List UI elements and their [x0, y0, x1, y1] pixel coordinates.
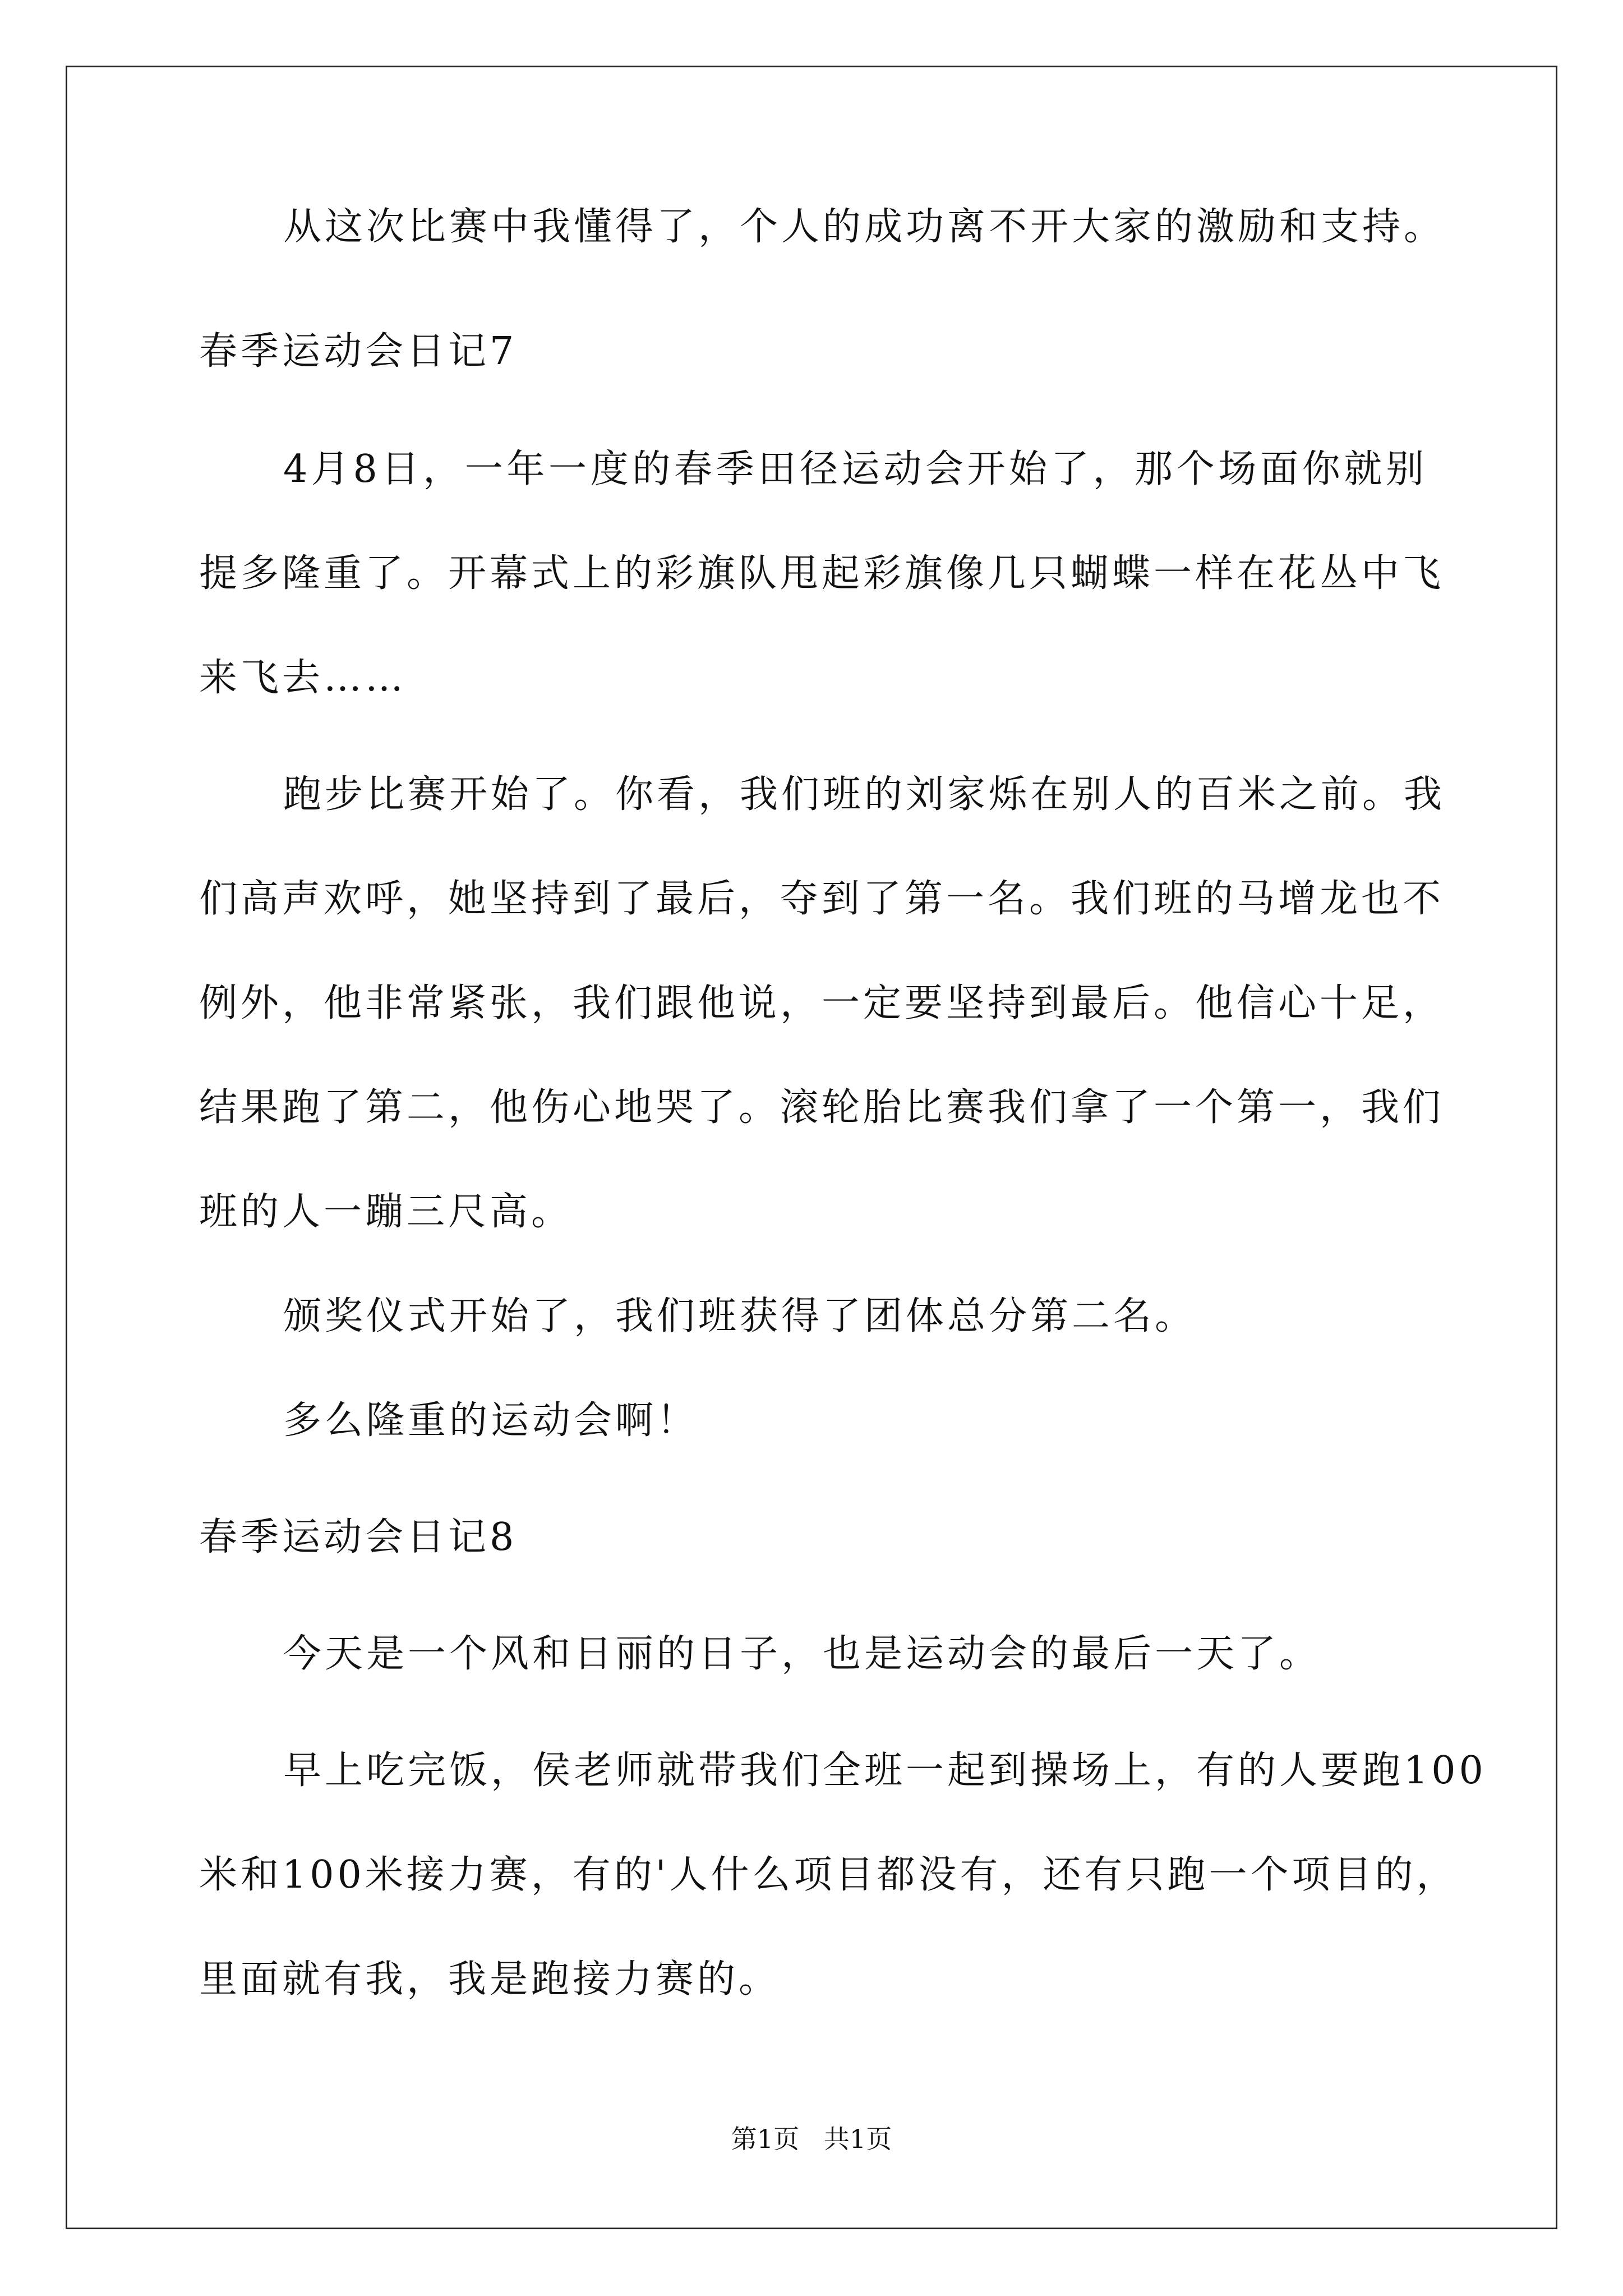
section-heading: 春季运动会日记8 — [199, 1515, 518, 1559]
page-footer: 第1页 共1页 — [731, 2124, 892, 2154]
paragraph-line: 颁奖仪式开始了，我们班获得了团体总分第二名。 — [283, 1294, 1197, 1338]
paragraph-line: 跑步比赛开始了。你看，我们班的刘家烁在别人的百米之前。我 — [283, 772, 1446, 817]
paragraph-line: 早上吃完饭，侯老师就带我们全班一起到操场上，有的人要跑100 — [283, 1749, 1487, 1793]
section-heading: 春季运动会日记7 — [199, 329, 518, 374]
paragraph-line: 里面就有我，我是跑接力赛的。 — [199, 1957, 781, 2001]
paragraph-line: 从这次比赛中我懂得了，个人的成功离不开大家的激励和支持。 — [283, 205, 1446, 249]
page-border — [66, 66, 1557, 2229]
paragraph-line: 多么隆重的运动会啊！ — [283, 1398, 699, 1443]
paragraph-line: 今天是一个风和日丽的日子，也是运动会的最后一天了。 — [283, 1632, 1321, 1676]
paragraph-line: 4月8日，一年一度的春季田径运动会开始了，那个场面你就别 — [283, 447, 1427, 491]
paragraph-line: 提多隆重了。开幕式上的彩旗队甩起彩旗像几只蝴蝶一样在花丛中飞 — [199, 551, 1445, 596]
paragraph-line: 例外，他非常紧张，我们跟他说，一定要坚持到最后。他信心十足， — [199, 981, 1445, 1025]
paragraph-line: 米和100米接力赛，有的'人什么项目都没有，还有只跑一个项目的， — [199, 1853, 1458, 1897]
paragraph-line: 班的人一蹦三尺高。 — [199, 1190, 573, 1234]
paragraph-line: 结果跑了第二，他伤心地哭了。滚轮胎比赛我们拿了一个第一，我们 — [199, 1085, 1445, 1130]
paragraph-line: 们高声欢呼，她坚持到了最后，夺到了第一名。我们班的马增龙也不 — [199, 877, 1445, 921]
paragraph-line: 来飞去…… — [199, 656, 407, 700]
